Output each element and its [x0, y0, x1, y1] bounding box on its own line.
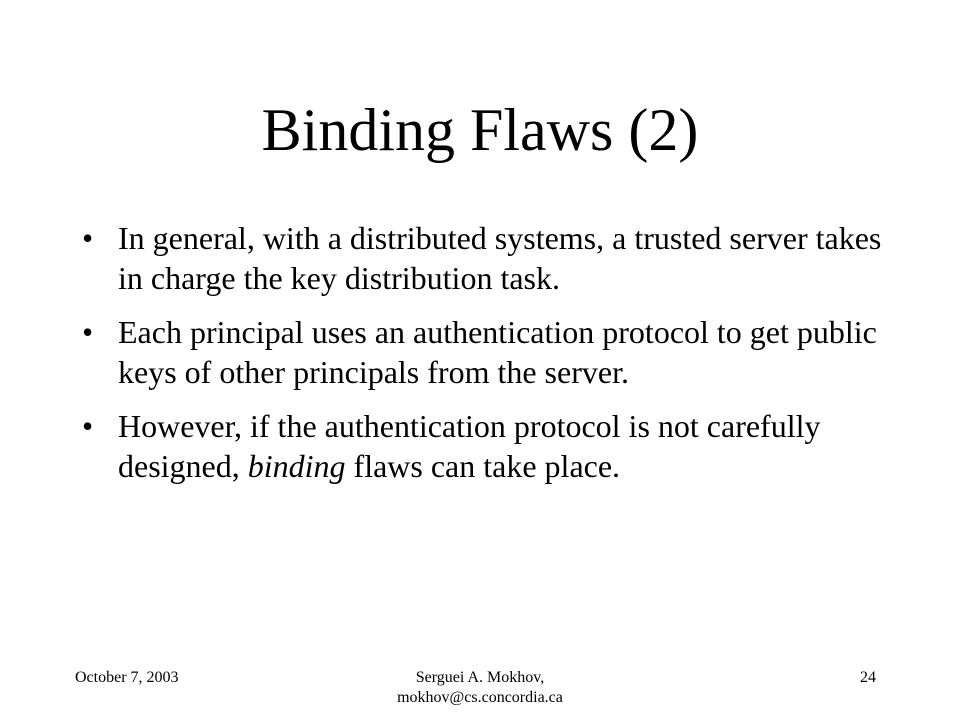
bullet-text: In general, with a distributed systems, a trusted server takes in charge the key distribution task.	[118, 220, 882, 296]
bullet-text: Each principal uses an authentication protocol to get public keys of other principals from the server.	[118, 314, 877, 390]
bullet-item	[82, 406, 882, 486]
footer-author-email: mokhov@cs.concordia.ca	[397, 689, 563, 706]
bullet-icon: •	[82, 314, 94, 350]
bullet-item	[82, 218, 882, 298]
footer-author	[330, 668, 630, 708]
footer-page-number: 24	[860, 669, 876, 686]
bullet-icon: •	[82, 408, 94, 444]
bullet-item	[82, 312, 882, 392]
bullet-text-before: However, if the authentication protocol is not carefully designed,	[118, 408, 821, 484]
footer-date: October 7, 2003	[75, 669, 179, 686]
slide-title: Binding Flaws (2)	[261, 97, 699, 163]
bullet-list	[82, 218, 882, 500]
footer-author-name: Serguei A. Mokhov,	[415, 669, 545, 686]
bullet-text-after: flaws can take place.	[345, 448, 621, 484]
bullet-emphasis: binding	[247, 448, 346, 484]
bullet-text	[118, 408, 820, 484]
bullet-icon: •	[82, 220, 94, 256]
